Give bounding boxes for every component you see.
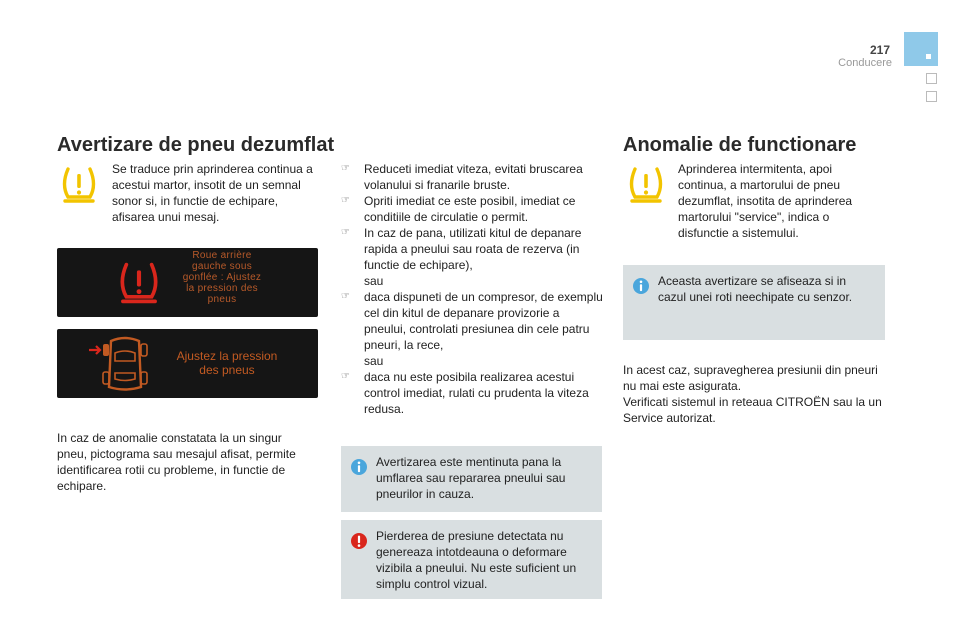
chapter-tab: [926, 91, 937, 102]
section-title-right: Anomalie de functionare: [623, 134, 857, 156]
display-line: pneus: [207, 294, 237, 305]
info-note: [341, 446, 602, 512]
tyre-pressure-warning-icon: [59, 165, 99, 205]
info-note: [623, 265, 885, 340]
intro-text: Se traduce prin aprinderea continua a acestui martor, insotit de un semnal sonor si, in functie de echipare, afisarea unui mesaj.: [112, 162, 313, 224]
list-item: ☞ Opriti imediat ce este posibil, imediat ce conditiile de circulatie o permit.: [341, 194, 576, 224]
info-icon: [350, 458, 368, 476]
instruction-list: [341, 161, 603, 417]
section-title-left: Avertizare de pneu dezumflat: [57, 134, 335, 156]
malfunction-body: In acest caz, supravegherea presiunii din pneuri nu mai este asigurata. Verificati sistemul in reteaua CITROËN sau la un Service autorizat.: [623, 363, 882, 425]
info-note-text: Aceasta avertizare se afiseaza si in cazul unei roti neechipate cu senzor.: [658, 274, 853, 304]
chapter-tab: [926, 73, 937, 84]
bullet-marker-icon: ☞: [341, 371, 350, 382]
dashboard-display-car: [57, 329, 318, 398]
display-line: des pneus: [199, 363, 255, 377]
display-line: Ajustez la pression: [176, 349, 278, 363]
page-number: 217: [869, 43, 890, 57]
malfunction-intro: Aprinderea intermitenta, apoi continua, a martorului de pneu dezumflat, insotita de aprinderea martorului "service", indica o disfunctie a sistemului.: [678, 162, 853, 240]
alert-icon: [350, 532, 368, 550]
tyre-pressure-warning-icon: [115, 260, 163, 306]
bullet-marker-icon: ☞: [341, 291, 350, 302]
bullet-marker-icon: ☞: [341, 163, 350, 174]
display-line: gauche sous: [191, 261, 252, 272]
tyre-pressure-warning-icon: [626, 165, 666, 205]
dashboard-display-message: [57, 248, 318, 317]
warning-note-text: Pierderea de presiune detectata nu genereaza intotdeauna o deformare vizibila a pneului. Nu este suficient un simplu control vizual.: [376, 529, 577, 591]
warning-note: [341, 520, 602, 599]
display-line: Roue arrière: [192, 250, 252, 261]
list-item: ☞ daca dispuneti de un compresor, de exemplu cel din kitul de depanare provizorie a pneului, controlati presiunea din cele patru pneuri, la rece,: [341, 290, 603, 352]
anomaly-text: In caz de anomalie constatata la un singur pneu, pictograma sau mesajul afisat, permite identificarea rotii cu probleme, in functie de echipare.: [57, 431, 296, 493]
list-item: sau: [364, 354, 384, 368]
list-item: ☞ daca nu este posibila realizarea acestui control imediat, rulati cu prudenta la viteza redusa.: [341, 370, 589, 416]
section-name: Conducere: [838, 57, 892, 69]
list-item: ☞ In caz de pana, utilizati kitul de depanare rapida a pneului sau roata de rezerva (in functie de echipare),: [341, 226, 582, 272]
car-wheel-location-icon: [85, 335, 165, 393]
info-note-text: Avertizarea este mentinuta pana la umflarea sau repararea pneului sau pneurilor in cauza.: [376, 455, 566, 501]
chapter-tab-active: [904, 32, 938, 66]
bullet-marker-icon: ☞: [341, 227, 350, 238]
list-item: sau: [364, 274, 384, 288]
info-icon: [632, 277, 650, 295]
list-item: ☞ Reduceti imediat viteza, evitati bruscarea volanului si franarile bruste.: [341, 162, 583, 192]
bullet-marker-icon: ☞: [341, 195, 350, 206]
display-line: la pression des: [186, 283, 258, 294]
display-line: gonflée : Ajustez: [182, 272, 262, 283]
